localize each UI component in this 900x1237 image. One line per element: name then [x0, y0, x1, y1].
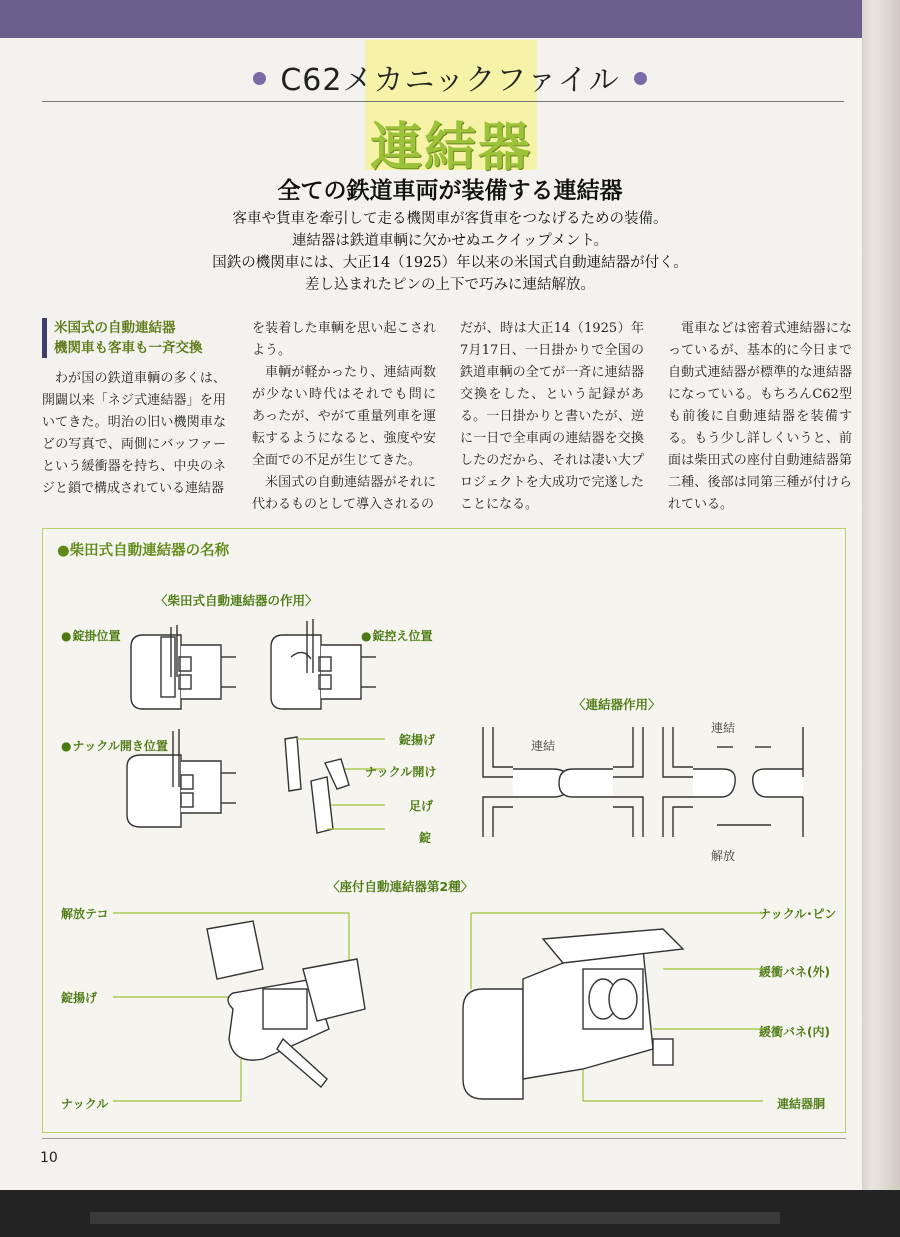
paragraph: を装着した車輌を思い起こされよう。 — [252, 321, 436, 358]
label-locked: ● 錠掛位置 — [61, 627, 121, 644]
label-knuckle: ナックル — [61, 1097, 109, 1111]
section-heading: 米国式の自動連結器 機関車も客車も一斉交換 — [42, 318, 226, 358]
paragraph: だが、時は大正14（1925）年7月17日、一日掛かりで全国の鉄道車輌の全てが一斉に連結器交換をした、という記録がある。一日掛かりと書いたが、逆に一日で全車両の連結器を交換したのだから、それは凄い大プロジェクトを大成功で完遂したことになる。 — [460, 321, 644, 512]
label-lock-set: ● 錠控え位置 — [361, 627, 433, 644]
footer-rule — [42, 1138, 846, 1139]
top-color-band — [0, 0, 870, 38]
label-lock-lift: 錠揚げ — [399, 733, 436, 747]
article-column-3 — [460, 318, 644, 516]
coupler-lockset-drawing — [261, 617, 381, 727]
series-title: C62メカニックファイル — [0, 55, 900, 99]
lock-parts-drawing — [275, 729, 385, 839]
seat-coupler-caption: 〈座付自動連結器第2種〉 — [327, 879, 474, 894]
coupler-diagram-box — [42, 528, 846, 1133]
label-coupling: 連結 — [711, 721, 736, 735]
coupler-locked-drawing — [121, 617, 241, 727]
main-title: 連結器 — [369, 118, 532, 178]
label-knuckle-pin: ナックル･ピン — [759, 907, 837, 921]
title-rule — [42, 101, 844, 102]
paragraph: 米国式の自動連結器がそれに代わるものとして導入されるの — [252, 475, 436, 512]
subtitle: 全ての鉄道車両が装備する連結器 — [277, 178, 623, 204]
label-release: 解放 — [711, 849, 736, 863]
paragraph: 電車などは密着式連結器になっているが、基本的に今日まで自動式連結器が標準的な連結器になっている。もちろんC62型も前後に自動連結器を装備する。もう少し詳しくいうと、前面は柴田式の座付自動連結器第二種、後部は同第三種が付けられている。 — [668, 321, 852, 512]
label-lock: 錠 — [419, 831, 432, 845]
page-number: 10 — [40, 1150, 58, 1166]
label-buffer-inner: 緩衝バネ(内) — [759, 1025, 830, 1039]
label-lock-lift-2: 錠揚げ — [61, 991, 98, 1005]
label-buffer-outer: 緩衝バネ(外) — [759, 965, 830, 979]
label-knuckle-opener: ナックル開け — [365, 765, 437, 779]
article-column-2 — [252, 318, 436, 516]
coupling-action-diagram — [473, 717, 813, 847]
bullet-dot-icon — [634, 72, 647, 85]
label-release-lever: 解放テコ — [61, 907, 109, 921]
paragraph: 車輌が軽かったり、連結両数が少ない時代はそれでも問に あったが、やがて重量列車を運転するようになると、強度や安全面での不足が生じてきた。 — [252, 365, 436, 468]
paragraph: わが国の鉄道車輌の多くは、開闢以来「ネジ式連結器」を用いてきた。明治の旧い機関車などの写真で、両側にバッファーという緩衝器を持ち、中央のネジと鎖で構成されている連結器 — [42, 371, 226, 496]
figure-title: ●柴田式自動連結器の名称 — [57, 543, 230, 559]
article-column-1 — [42, 318, 226, 500]
bullet-dot-icon — [253, 72, 266, 85]
seat-coupler-left-drawing — [113, 909, 373, 1109]
label-coupled: 連結 — [531, 739, 556, 753]
label-coupler-body: 連結器胴 — [777, 1097, 826, 1111]
label-knuckle-open: ● ナックル開き位置 — [61, 737, 168, 754]
scan-binding-strip — [90, 1212, 780, 1224]
article-column-4 — [668, 318, 852, 516]
seat-coupler-right-drawing — [463, 909, 763, 1109]
coupling-caption: 〈連結器作用〉 — [573, 697, 661, 712]
coupler-knuckle-open-drawing — [121, 727, 241, 837]
label-foot: 足げ — [409, 799, 434, 813]
lead-text: 客車や貨車を牽引して走る機関車が客貨車をつなげるための装備。 連結器は鉄道車輌に欠かせぬエクイップメント。 国鉄の機関車には、大正14（1925）年以来の米国式自動連結器が付く。 差し込まれたピンの上下で巧みに連結解放。 — [212, 211, 688, 293]
operation-caption: 〈柴田式自動連結器の作用〉 — [155, 593, 318, 608]
